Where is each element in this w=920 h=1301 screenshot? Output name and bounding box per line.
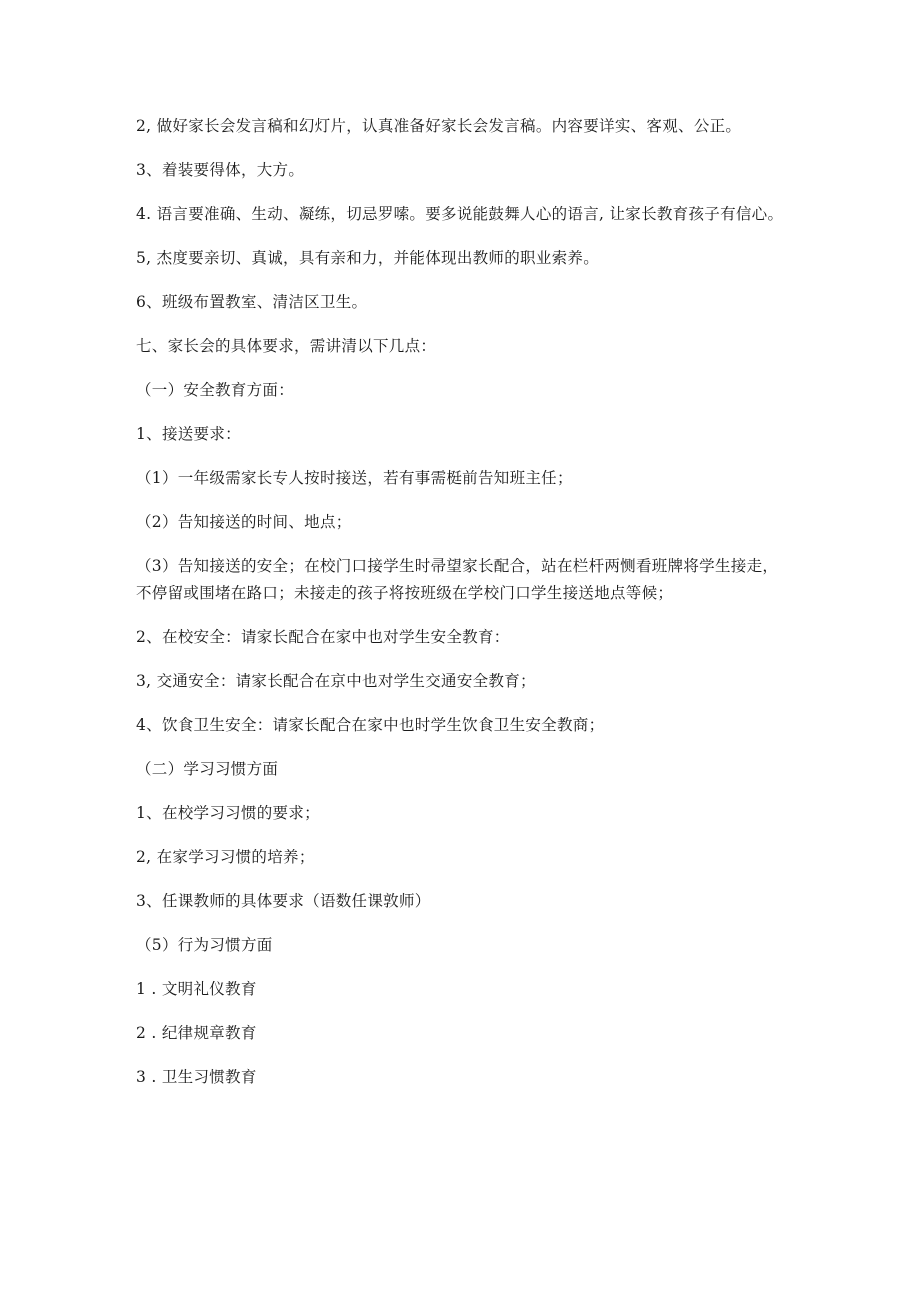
paragraph-1: 2, 做好家长会发言稿和幻灯片，认真准备好家长会发言稿。内容要详实、客观、公正。 [136, 117, 742, 135]
paragraph-4: 5, 杰度要亲切、真诚，具有亲和力，并能体现出教师的职业索养。 [136, 249, 600, 267]
paragraph-behavior-2: 2 . 纪律规章教育 [136, 1024, 257, 1042]
paragraph-3: 4. 语言要准确、生动、凝练，切忌罗嗦。要多说能鼓舞人心的语言, 让家长教育孩子有信心。 [136, 205, 784, 223]
subsection-heading-safety: （一）安全教育方面： [136, 381, 295, 399]
paragraph-school-safety: 2、在校安全：请家长配合在家中也对学生安全教育： [136, 628, 510, 646]
paragraph-traffic-safety: 3, 交通安全：请家长配合在京中也对学生交通安全教育； [136, 672, 536, 690]
document-body [136, 113, 786, 1108]
paragraph-pickup-2: （2）告知接送的时间、地点； [136, 513, 352, 531]
paragraph-study-2: 2, 在家学习习惯的培养； [136, 848, 315, 866]
paragraph-food-safety: 4、饮食卫生安全：请家长配合在家中也时学生饮食卫生安全教商； [136, 716, 605, 734]
paragraph-behavior-3: 3 . 卫生习惯教育 [136, 1068, 257, 1086]
paragraph-study-3: 3、任课教师的具体要求（语数任课敦师） [136, 892, 431, 910]
paragraph-2: 3、着装要得体，大方。 [136, 161, 305, 179]
subsection-heading-study: （二）学习习惯方面 [136, 760, 279, 778]
paragraph-study-1: 1、在校学习习惯的要求； [136, 804, 320, 822]
paragraph-behavior-1: 1 . 文明礼仪教育 [136, 980, 257, 998]
subsection-heading-behavior: （5）行为习惯方面 [136, 936, 273, 954]
paragraph-pickup-1: （1）一年级需家长专人按时接送，若有事需梃前告知班主任； [136, 469, 573, 487]
paragraph-5: 6、班级布置教室、清洁区卫生。 [136, 293, 368, 311]
section-heading-7: 七、家长会的具体要求，需讲清以下几点： [136, 337, 437, 355]
paragraph-pickup-3: （3）告知接送的安全；在校门口接学生时帚望家长配合，站在栏杆两恻看班牌将学生接走，不停留或围堵在路口；未接走的孩子将按班级在学校门口学生接送地点等候； [136, 557, 779, 602]
paragraph-pickup: 1、接送要求： [136, 425, 241, 443]
